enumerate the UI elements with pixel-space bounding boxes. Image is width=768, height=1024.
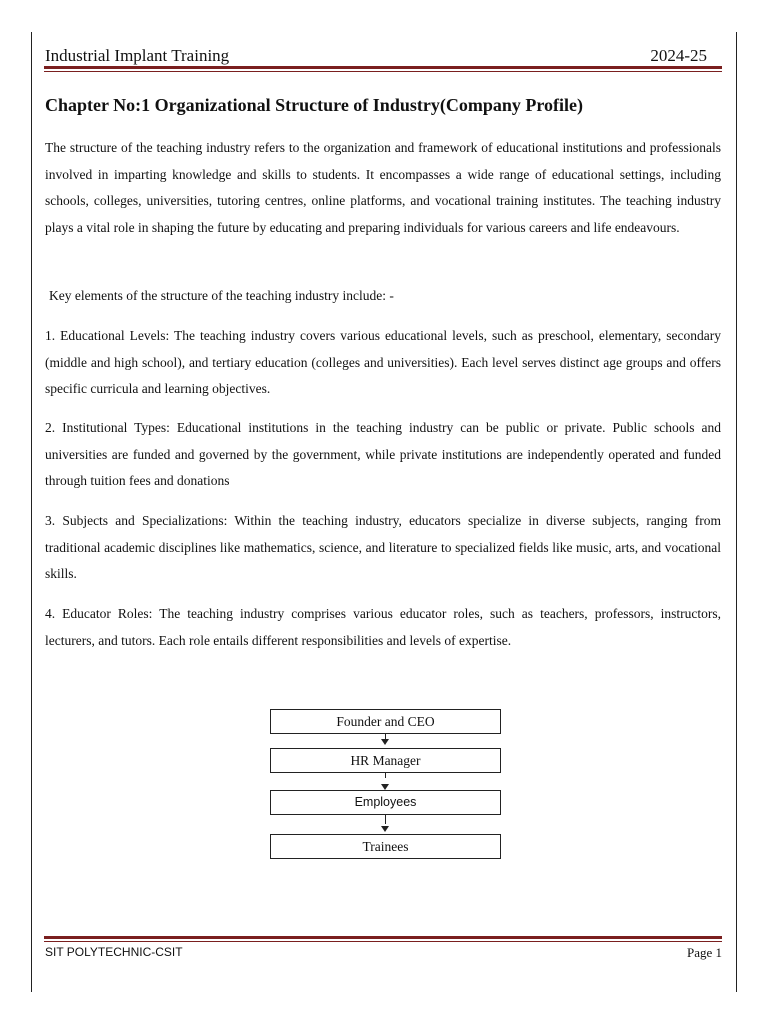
footer-institution: SIT POLYTECHNIC-CSIT	[45, 945, 183, 959]
element-3	[45, 508, 721, 588]
paragraph: 1. Educational Levels: The teaching industry covers various educational levels, such as preschool, elementary, secondary (middle and high school), and tertiary education (colleges and universities). Each level serves distinct age groups and offers specific curricula and learning objectives.	[45, 328, 721, 397]
element-2	[45, 415, 721, 495]
org-box-founder: Founder and CEO	[270, 709, 501, 734]
header-year: 2024-25	[650, 46, 707, 65]
header-rule-thin	[44, 71, 722, 72]
paragraph: 4. Educator Roles: The teaching industry comprises various educator roles, such as teachers, professors, instructors, lecturers, and tutors. Each role entails different responsibilities and levels of expertise.	[45, 606, 721, 648]
chapter-title: Chapter No:1 Organizational Structure of Industry(Company Profile)	[45, 95, 583, 115]
org-arrowhead	[381, 826, 389, 832]
org-arrow	[385, 815, 386, 824]
org-arrowhead	[381, 739, 389, 745]
paragraph: 2. Institutional Types: Educational institutions in the teaching industry can be public or private. Public schools and universities are funded and governed by the government, while private institutions are independently operated and funded through tuition fees and donations	[45, 420, 721, 489]
page-border-right	[736, 32, 737, 992]
element-4	[45, 601, 721, 654]
footer-rule-thin	[44, 941, 722, 942]
header-title: Industrial Implant Training	[45, 46, 230, 65]
org-box-trainees: Trainees	[270, 834, 501, 859]
header-rule-thick	[44, 66, 722, 69]
key-elements-intro	[45, 283, 721, 310]
paragraph: The structure of the teaching industry refers to the organization and framework of educational institutions and professionals involved in imparting knowledge and skills to students. It encompasses a wide range of educational settings, including schools, colleges, universities, tutoring centres, online platforms, and vocational training institutes. The teaching industry plays a vital role in shaping the future by educating and preparing individuals for various careers and life endeavours.	[45, 140, 721, 235]
org-box-employees: Employees	[270, 790, 501, 815]
intro-paragraph	[45, 135, 721, 241]
page-header	[45, 46, 721, 66]
paragraph: Key elements of the structure of the teaching industry include: -	[49, 288, 394, 303]
page-number: Page 1	[686, 945, 722, 960]
footer-rule-thick	[44, 936, 722, 939]
org-arrow	[385, 773, 386, 778]
page-border-left	[31, 32, 32, 992]
org-box-hr: HR Manager	[270, 748, 501, 773]
paragraph: 3. Subjects and Specializations: Within the teaching industry, educators specialize in diverse subjects, ranging from traditional academic disciplines like mathematics, science, and literature to specialized fields like music, arts, and vocational skills.	[45, 513, 721, 582]
element-1	[45, 323, 721, 403]
